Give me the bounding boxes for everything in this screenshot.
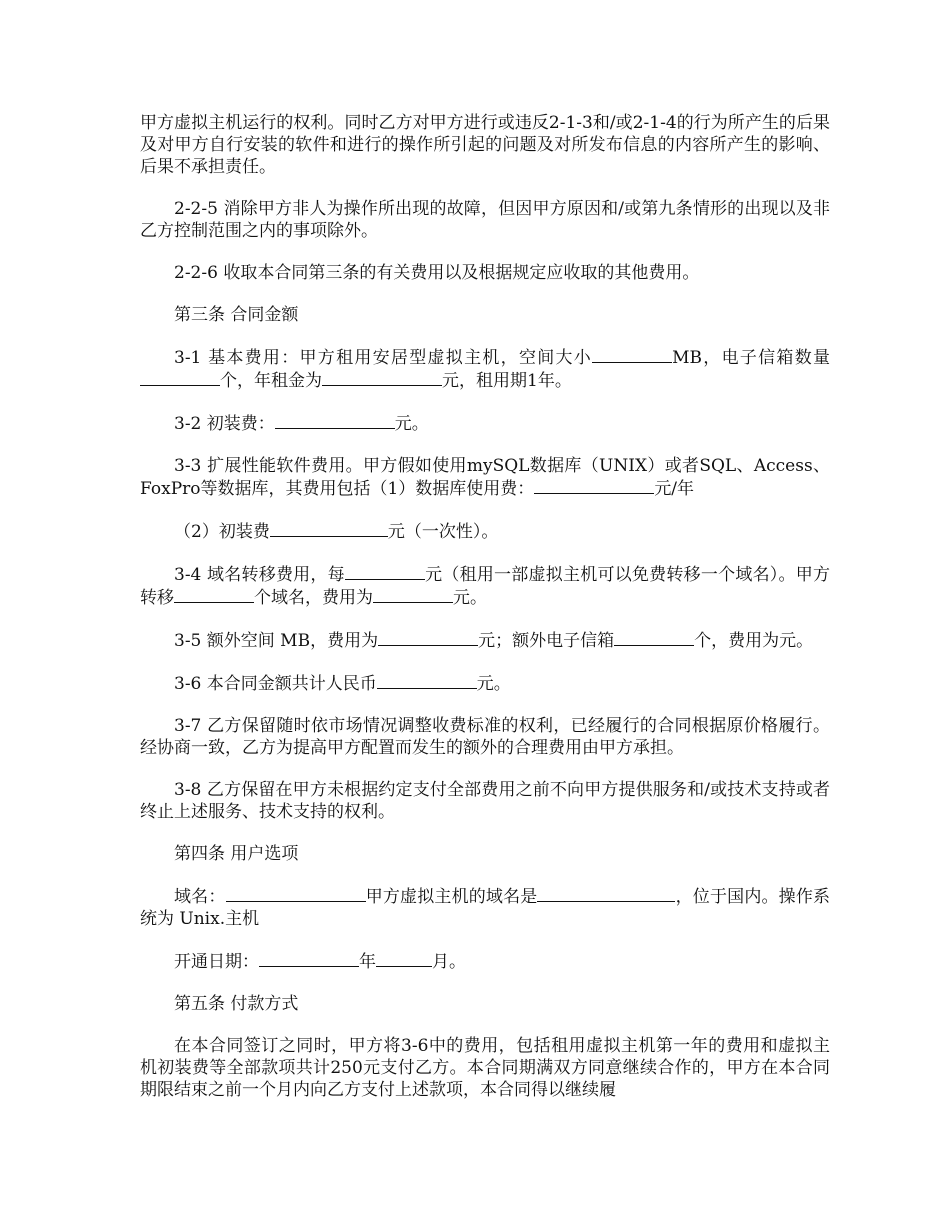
- clause-3-6-text-a: 3-6 本合同金额共计人民币: [174, 674, 377, 694]
- extra-space-fee-blank: [378, 629, 478, 646]
- space-size-blank: [592, 346, 672, 363]
- setup-fee-blank: [275, 412, 395, 429]
- domain-label: 域名：: [174, 887, 226, 907]
- clause-2-1-continuation: 甲方虚拟主机运行的权利。同时乙方对甲方进行或违反2-1-3和/或2-1-4的行为所产生的后果及对甲方自行安装的软件和进行的操作所引起的问题及对所发布信息的内容所产生的影响、后果不承担责任。: [140, 113, 830, 177]
- db-usage-fee-blank: [534, 477, 654, 494]
- clause-3-1-text-c: 个，年租金为: [220, 371, 322, 391]
- clause-3-3-text-b: 元/年: [654, 479, 695, 499]
- clause-3-3c-text-a: （2）初装费: [174, 522, 270, 542]
- clause-2-2-5: 2-2-5 消除甲方非人为操作所出现的故障，但因甲方原因和/或第九条情形的出现以及非乙方控制范围之内的事项除外。: [140, 199, 830, 241]
- clause-3-5-text-a: 3-5 额外空间 MB，费用为: [174, 631, 379, 651]
- virtual-host-domain-blank: [537, 885, 675, 902]
- mailbox-count-blank: [140, 369, 220, 386]
- transfer-total-blank: [373, 586, 453, 603]
- clause-3-7: 3-7 乙方保留随时依市场情况调整收费标准的权利，已经履行的合同根据原价格履行。经协商一致，乙方为提高甲方配置而发生的额外的合理费用由甲方承担。: [140, 716, 830, 758]
- clause-3-5-text-c: 个，费用为元。: [694, 631, 814, 651]
- clause-3-3c-text-b: 元（一次性）。: [387, 522, 499, 542]
- domain-transfer-fee-blank: [345, 563, 425, 580]
- clause-3-6-text-b: 元。: [476, 674, 511, 694]
- clause-3-8: 3-8 乙方保留在甲方未根据约定支付全部费用之前不向甲方提供服务和/或技术支持或者终止上述服务、技术支持的权利。: [140, 780, 830, 822]
- clause-3-1: [140, 346, 830, 392]
- clause-3-2-text-b: 元。: [394, 414, 429, 434]
- domain-option: [140, 885, 830, 930]
- db-setup-fee-blank: [270, 520, 388, 537]
- open-year-blank: [259, 950, 359, 967]
- clause-3-4-text-c: 个域名，费用为: [254, 588, 373, 608]
- clause-3-1-text-a: 3-1 基本费用：甲方租用安居型虚拟主机，空间大小: [174, 348, 593, 368]
- clause-3-2-text-a: 3-2 初装费：: [174, 414, 275, 434]
- annual-rent-blank: [322, 369, 442, 386]
- clause-3-1-text-d: 元，租用期1年。: [442, 371, 572, 391]
- open-month-label: 月。: [432, 952, 466, 972]
- clause-3-4: [140, 563, 830, 609]
- clause-2-2-6: 2-2-6 收取本合同第三条的有关费用以及根据规定应收取的其他费用。: [174, 263, 700, 283]
- domain-text-c: ，位于国内。操作系统为 Unix.主机: [140, 887, 831, 929]
- clause-3-4-text-a: 3-4 域名转移费用，每: [174, 565, 345, 585]
- open-date-option: [140, 950, 830, 973]
- article-5-heading: 第五条 付款方式: [174, 994, 299, 1014]
- clause-3-5: [140, 629, 830, 652]
- extra-mailbox-blank: [614, 629, 694, 646]
- clause-3-4-text-b: 元（租用一部虚拟主机可以免费转移一个域名）。甲方转移: [140, 565, 831, 608]
- domain-name-blank: [226, 885, 366, 902]
- article-5-body: 在本合同签订之同时，甲方将3-6中的费用，包括租用虚拟主机第一年的费用和虚拟主机初装费等全部款项共计250元支付乙方。本合同期满双方同意继续合作的，甲方在本合同期限结束之前一个月内向乙方支付上述款项，本合同得以继续履: [140, 1036, 830, 1100]
- total-amount-blank: [377, 672, 477, 689]
- open-year-label: 年: [359, 952, 376, 972]
- article-4-heading: 第四条 用户选项: [174, 844, 299, 864]
- article-3-heading: 第三条 合同金额: [174, 305, 299, 325]
- clause-3-3-item-2: [140, 520, 830, 543]
- clause-3-6: [140, 672, 830, 695]
- open-date-label: 开通日期：: [174, 952, 259, 972]
- domain-text-b: 甲方虚拟主机的域名是: [365, 887, 538, 907]
- clause-3-2: [140, 412, 830, 435]
- domain-count-blank: [174, 586, 254, 603]
- clause-3-4-text-d: 元。: [453, 588, 487, 608]
- clause-3-1-text-b: MB，电子信箱数量: [672, 348, 830, 368]
- clause-3-3-text-a: 3-3 扩展性能软件费用。甲方假如使用mySQL数据库（UNIX）或者SQL、Access、FoxPro等数据库，其费用包括（1）数据库使用费：: [140, 456, 830, 499]
- open-month-blank: [376, 950, 432, 967]
- clause-3-5-text-b: 元；额外电子信箱: [478, 631, 615, 651]
- clause-3-3: [140, 455, 830, 500]
